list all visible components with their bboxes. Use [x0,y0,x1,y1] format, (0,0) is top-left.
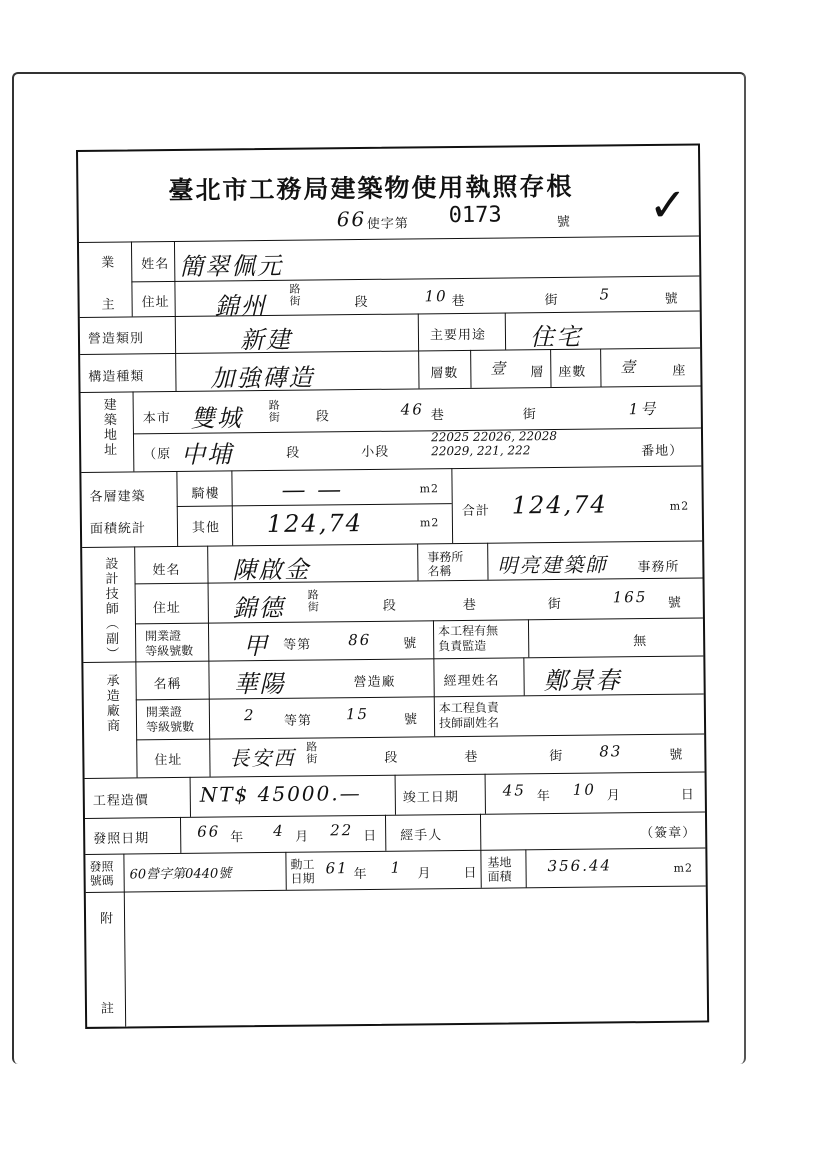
designer-addr-value: 錦德 [232,593,285,623]
contractor-no-label: 號 [669,747,684,763]
contractor-license-label: 開業證 等級號數 [145,704,195,735]
base-area-value: 356.44 [547,856,613,876]
contractor-name-label: 名稱 [153,676,182,693]
designer-license-number: 86 [348,630,372,650]
site-lane-value: 46 [400,400,424,419]
issue-year-unit: 年 [230,830,245,846]
permit-form [76,143,709,1028]
issue-month: 4 [273,821,285,840]
permit-number: 0173 [448,202,502,229]
signature-label: （簽章） [640,825,697,842]
designer-section: 設計技師（副） [102,556,119,662]
owner-no-value: 5 [599,285,612,304]
site-road-street: 路 街 [268,398,280,424]
completion-month: 10 [572,780,596,799]
site-lot-label: 番地） [641,443,684,460]
cost-label: 工程造價 [92,793,149,809]
designer-road-street: 路 街 [307,588,319,614]
area-label-2: 面積統計 [89,521,147,537]
owner-lane-label: 巷 [451,293,466,310]
floors-value: 壹 [490,359,508,378]
blocks-unit: 座 [672,363,687,379]
designer-name-value: 陳啟金 [232,555,311,585]
owner-name-value: 簡翠佩元 [179,251,284,281]
start-month: 1 [390,858,403,877]
arcade-value: — — [281,475,344,504]
owner-addr-street: 錦州 [214,292,267,321]
total-area-label: 合計 [461,503,490,519]
manager-value: 鄭景春 [543,666,622,696]
permit-suffix: 號 [556,214,571,230]
owner-no-label: 號 [664,291,679,307]
contractor-license-grade: 2 [243,706,256,725]
owner-lane-value: 10 [424,287,448,306]
area-label-1: 各層建築 [89,489,146,505]
designer-office-label: 事務所 名稱 [427,549,464,579]
site-city-label: 本市 [142,411,171,427]
site-small-duan: 小段 [361,444,390,461]
designer-addr-label: 住址 [152,600,181,617]
construction-type-value: 新建 [239,325,293,355]
designer-license-end: 號 [403,636,418,652]
contractor-section: 承造廠商 [103,673,120,734]
remarks-top: 附 [99,911,115,927]
base-area-label: 基地 面積 [487,855,512,884]
designer-office-value: 明亮建築師 [497,552,608,578]
blocks-value: 壹 [620,358,638,377]
owner-addr-label: 住址 [141,295,170,311]
site-orig-duan: 段 [286,445,301,461]
remarks-bottom: 註 [100,1001,116,1017]
designer-license-grade: 甲 [243,632,270,661]
contractor-license-mid: 等第 [283,713,313,729]
supervision-label: 本工程有無 負責監造 [437,623,499,654]
main-use-label: 主要用途 [429,327,487,344]
total-area-value: 124,74 [511,490,608,520]
floors-unit: 層 [530,365,545,381]
cost-value: NT$ 45000.— [199,781,362,807]
structure-type-label: 構造種類 [88,369,145,385]
owner-jie-label: 街 [544,292,559,309]
owner-section-top: 業 [101,255,116,271]
base-area-unit: m2 [673,861,694,875]
contractor-duan-label: 段 [384,750,399,766]
construction-type-label: 營造類別 [87,331,145,347]
start-date-label: 動工 日期 [290,857,315,886]
completion-month-unit: 月 [606,788,621,804]
designer-lane-label: 巷 [462,597,477,613]
designer-jie-label: 街 [547,596,562,613]
owner-section-bottom: 主 [101,297,116,313]
designer-duan-label: 段 [382,598,397,614]
arcade-unit: m2 [419,482,440,496]
issue-day: 22 [330,821,354,840]
issue-year: 66 [197,822,221,841]
supervision-value: 無 [633,634,648,650]
site-street-value: 雙城 [190,404,243,433]
permit-year: 66 [336,206,367,232]
contractor-lane-label: 巷 [464,749,479,765]
contractor-name-value: 華陽 [233,669,286,699]
designer-license-label: 開業證 等級號數 [145,628,194,659]
other-area-value: 124,74 [266,509,364,539]
contractor-road-street: 路 街 [306,740,318,766]
other-area-unit: m2 [419,516,440,530]
issue-date-label: 發照日期 [93,831,150,847]
floors-label: 層數 [430,366,459,382]
designer-name-label: 姓名 [152,562,181,579]
contractor-jie-label: 街 [549,748,564,765]
start-year: 61 [325,859,349,878]
site-lane-label: 巷 [430,408,445,424]
designer-license-mid: 等第 [283,637,312,653]
owner-name-label: 姓名 [141,257,170,273]
permit-prefix: 使字第 [366,216,409,232]
start-day-unit: 日 [463,865,478,881]
form-title: 臺北市工務局建築物使用執照存根 [168,171,574,206]
start-year-unit: 年 [353,866,368,883]
handler-label: 經手人 [400,828,443,844]
contractor-license-number: 15 [345,704,370,724]
other-area-label: 其他 [191,520,221,536]
completion-year-unit: 年 [536,789,551,805]
manager-label: 經理姓名 [443,673,500,690]
owner-road-street: 路 街 [289,282,301,308]
check-mark: ✓ [648,177,688,233]
completion-day-unit: 日 [680,787,695,803]
responsible-tech-label: 本工程負責 技師副姓名 [438,700,500,731]
completion-label: 竣工日期 [402,790,459,806]
site-jie-label: 街 [522,407,537,423]
site-orig-value: 中埔 [181,440,234,469]
site-section: 建築地址 [100,397,117,458]
permit-no-value: 60營字第0440號 [129,866,232,883]
designer-office-suffix: 事務所 [637,559,680,576]
site-lot-numbers: 22025 22026, 22028 22029, 221, 222 [430,428,558,459]
permit-no-label: 發照 號碼 [89,859,114,888]
issue-day-unit: 日 [363,828,378,845]
owner-duan-label: 段 [354,294,369,311]
contractor-no-value: 83 [599,742,623,761]
contractor-addr-label: 住址 [154,752,183,769]
issue-month-unit: 月 [295,829,310,845]
designer-no-value: 165 [612,588,648,607]
contractor-addr-value: 長安西 [229,745,296,771]
main-use-value: 住宅 [529,322,583,352]
total-area-unit: m2 [669,499,690,513]
start-month-unit: 月 [417,866,432,882]
site-duan-label: 段 [315,409,330,425]
contractor-license-end: 號 [403,712,419,728]
contractor-name-suffix: 營造廠 [353,674,396,691]
site-no-value: 1号 [628,399,658,419]
completion-year: 45 [502,781,526,800]
structure-type-value: 加強磚造 [210,363,315,393]
site-orig-label: （原 [143,447,172,463]
blocks-label: 座數 [558,364,587,380]
arcade-label: 騎樓 [191,486,220,502]
designer-no-label: 號 [667,595,682,611]
